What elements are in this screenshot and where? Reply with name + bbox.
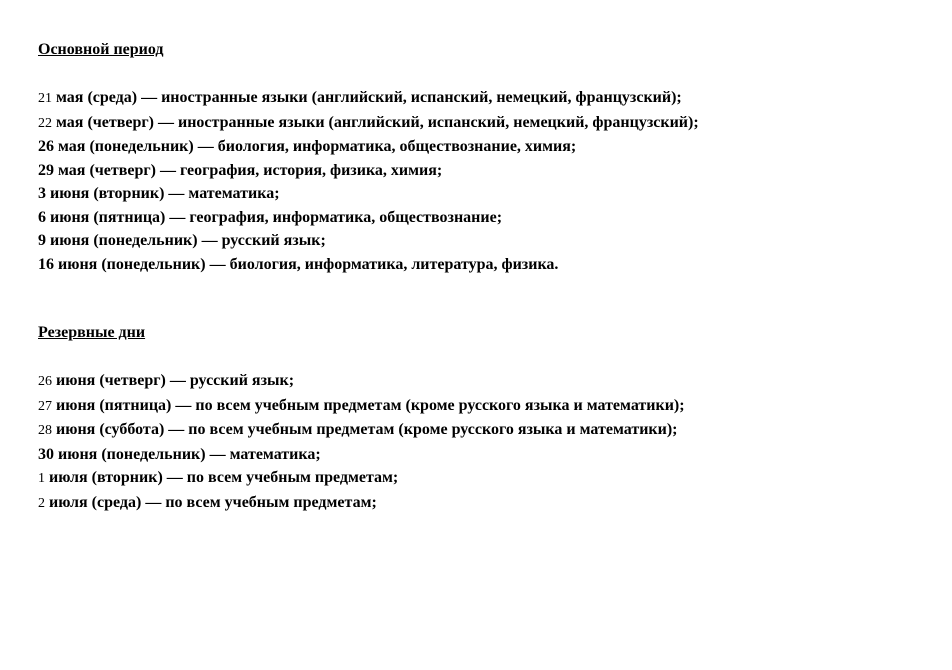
exam-description: июня (понедельник) — биология, информатика, литература, физика. — [54, 255, 559, 273]
exam-day-number: 1 — [38, 471, 45, 486]
main-period-exam-line — [38, 86, 928, 111]
reserve-days-exam-line — [38, 418, 928, 443]
main-period-exam-line — [38, 229, 928, 253]
exam-description: июня (четверг) — русский язык; — [52, 372, 295, 389]
exam-day-number: 21 — [38, 91, 52, 106]
exam-day-number: 6 — [38, 208, 46, 226]
exam-description: мая (четверг) — иностранные языки (английский, испанский, немецкий, французский); — [52, 113, 699, 131]
exam-description: июня (суббота) — по всем учебным предметам (кроме русского языка и математики); — [52, 421, 678, 438]
exam-description: июня (понедельник) — русский язык; — [46, 232, 326, 249]
reserve-days-exam-line — [38, 369, 928, 394]
exam-description: мая (среда) — иностранные языки (английский, испанский, немецкий, французский); — [52, 89, 682, 106]
exam-description: июля (вторник) — по всем учебным предметам; — [45, 469, 399, 486]
reserve-days-list — [38, 369, 928, 515]
main-period-exam-line — [38, 253, 928, 277]
exam-day-number: 28 — [38, 423, 52, 438]
reserve-days-exam-line — [38, 466, 928, 491]
reserve-days-heading: Резервные дни — [38, 324, 146, 341]
main-period-exam-line — [38, 135, 928, 159]
main-period-list — [38, 86, 928, 276]
main-period-exam-line — [38, 182, 928, 206]
spacer — [38, 61, 928, 86]
exam-day-number: 9 — [38, 232, 46, 249]
exam-description: июня (вторник) — математика; — [46, 185, 280, 202]
exam-description: мая (понедельник) — биология, информатика, обществознание, химия; — [54, 138, 577, 155]
exam-description: июня (пятница) — география, информатика, обществознание; — [46, 208, 503, 226]
reserve-days-exam-line — [38, 491, 928, 516]
reserve-days-exam-line — [38, 443, 928, 467]
exam-day-number: 29 — [38, 161, 54, 179]
exam-day-number: 27 — [38, 398, 52, 414]
exam-description: июня (пятница) — по всем учебным предметам (кроме русского языка и математики); — [52, 396, 685, 414]
exam-description: июня (понедельник) — математика; — [54, 445, 321, 463]
exam-day-number: 3 — [38, 185, 46, 202]
document-page — [38, 39, 928, 515]
main-period-exam-line — [38, 159, 928, 183]
exam-description: мая (четверг) — география, история, физика, химия; — [54, 161, 443, 179]
exam-day-number: 30 — [38, 445, 54, 463]
exam-day-number: 26 — [38, 374, 52, 389]
main-period-heading: Основной период — [38, 41, 164, 58]
spacer — [38, 276, 928, 322]
reserve-days-exam-line — [38, 394, 928, 419]
exam-description: июля (среда) — по всем учебным предметам; — [45, 493, 377, 511]
spacer — [38, 344, 928, 369]
main-period-exam-line — [38, 206, 928, 230]
exam-day-number: 16 — [38, 255, 54, 273]
exam-day-number: 2 — [38, 495, 45, 511]
exam-day-number: 26 — [38, 138, 54, 155]
main-period-exam-line — [38, 111, 928, 136]
exam-day-number: 22 — [38, 115, 52, 131]
